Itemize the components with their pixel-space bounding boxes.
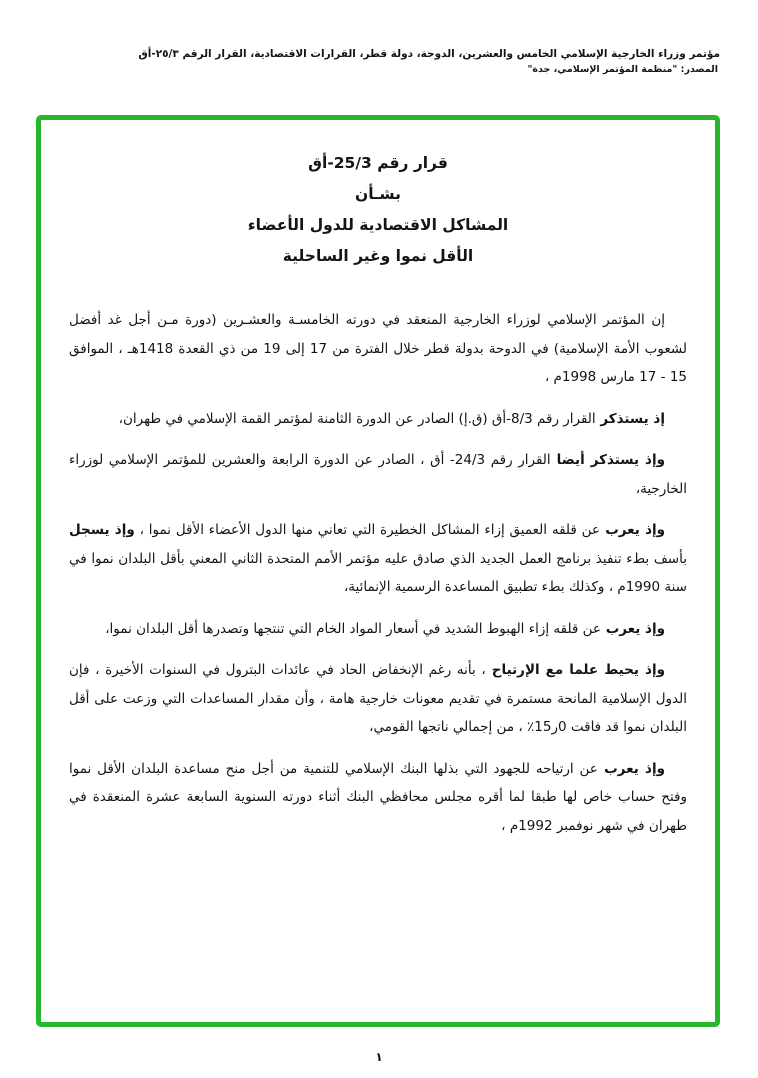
paragraph <box>69 755 687 841</box>
paragraph-lead: وإذ يحيط علما مع الإرتياح <box>485 662 665 678</box>
paragraph-lead: إذ يستذكر <box>595 410 665 427</box>
paragraph-text: القرار رقم 24/3- أق ، الصادر عن الدورة الرابعة والعشرين للمؤتمر الإسلامي لوزراء الخارجية، <box>69 452 687 497</box>
page-header <box>38 46 720 77</box>
paragraph <box>69 446 687 503</box>
title-subject-line-1: المشاكل الاقتصادية للدول الأعضاء <box>247 216 509 234</box>
paragraph <box>69 656 687 742</box>
paragraph <box>69 615 687 644</box>
header-citation: مؤتمر وزراء الخارجية الإسلامي الخامس والعشرين، الدوحة، دولة قطر، القرارات الاقتصادية، القرار الرقم ٢٥/٣-أق <box>138 48 720 60</box>
paragraph-lead: وإذ يعرب <box>597 760 665 777</box>
paragraph-text: عن ارتياحه للجهود التي بذلها البنك الإسلامي للتنمية من أجل منح مساعدة البلدان الأقل نموا وفتح حساب خاص لها طبقا لما أقره مجلس محافظي البنك أثناء دورته السنوية السابعة عشرة المنعقدة في طهران في شهر نوفمبر 1992م ، <box>69 760 687 834</box>
title-subject-line-2: الأقل نموا وغير الساحلية <box>282 247 474 265</box>
document-border-frame <box>36 115 720 1027</box>
paragraph-lead: وإذ يستذكر أيضا <box>550 452 666 468</box>
paragraph-text: إن المؤتمر الإسلامي لوزراء الخارجية المنعقد في دورته الخامسـة والعشـرين (دورة مـن أجل غد أفضل لشعوب الأمة الإسلامية) في الدوحة بدولة قطر خلال الفترة من 17 إلى 19 من ذي القعدة 1418هـ ، الموافق 15 - 17 مارس 1998م ، <box>69 312 688 385</box>
paragraph-lead: وإذ يعرب <box>601 620 665 637</box>
title-block <box>65 148 691 272</box>
paragraph-lead: وإذ يسجل <box>69 522 135 538</box>
paragraph-text: ، بأنه رغم الإنخفاض الحاد في عائدات البترول في السنوات الأخيرة ، فإن الدول الإسلامية المانحة مستمرة في تقديم معونات خارجية هامة ، وأن مقدار المساعدات التي وزعت على أقل البلدان نموا قد فاقت 0ر15٪ ، من إجمالي ناتجها القومي، <box>69 662 687 735</box>
page-number: ١ <box>375 1050 383 1064</box>
title-regarding: بشـأن <box>355 185 401 203</box>
paragraph <box>69 306 687 392</box>
paragraph-text: عن قلقه إزاء الهبوط الشديد في أسعار المواد الخام التي تنتجها وتصدرها أقل البلدان نموا، <box>105 620 601 637</box>
paragraph-text: القرار رقم 8/3-أق (ق.إ) الصادر عن الدورة الثامنة لمؤتمر القمة الإسلامي في طهران، <box>118 410 596 427</box>
paragraph <box>69 516 687 602</box>
header-source: المصدر: "منظمة المؤتمر الإسلامي، جدة" <box>527 64 718 75</box>
paragraph-text: عن قلقه العميق إزاء المشاكل الخطيرة التي تعاني منها الدول الأعضاء الأقل نموا ، <box>134 522 600 538</box>
paragraph-text: بأسف بطء تنفيذ برنامج العمل الجديد الذي صادق عليه مؤتمر الأمم المتحدة الثاني المعني بأقل البلدان نموا في سنة 1990م ، وكذلك بطء تطبيق المساعدة الرسمية الإنمائية، <box>69 550 687 595</box>
resolution-number-title: قرار رقم 25/3-أق <box>308 154 448 172</box>
document-body <box>65 306 691 840</box>
paragraph <box>69 405 687 434</box>
paragraph-lead: وإذ يعرب <box>599 522 666 538</box>
